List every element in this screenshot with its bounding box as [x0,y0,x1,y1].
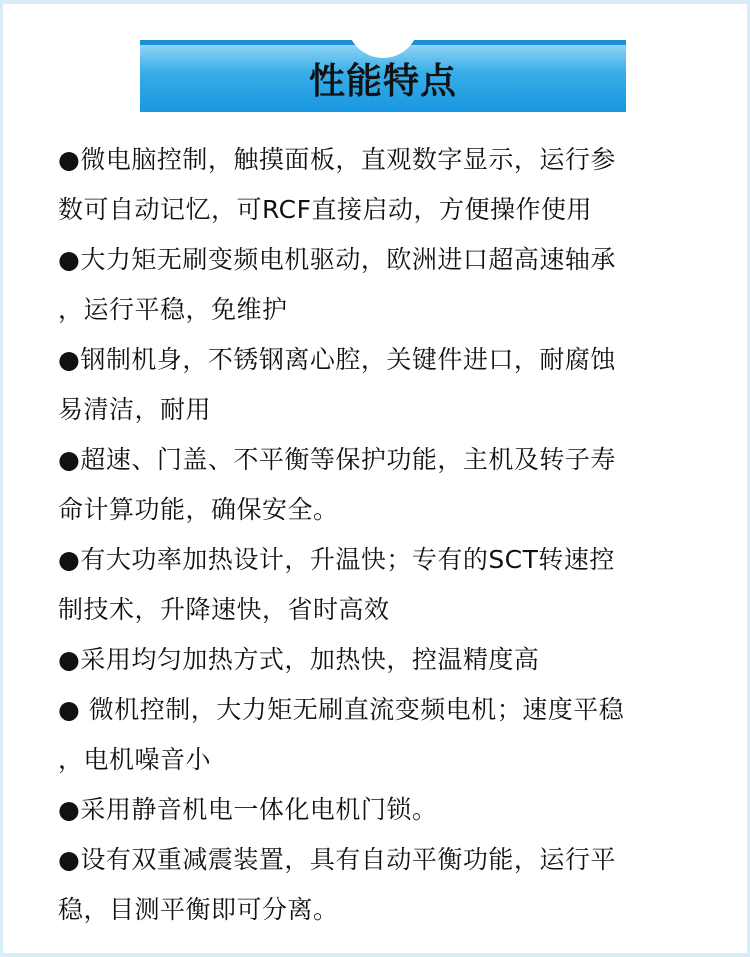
feature-line: ●超速、门盖、不平衡等保护功能，主机及转子寿 [58,445,616,474]
feature-list [58,135,708,935]
feature-line: ●有大功率加热设计，升温快；专有的SCT转速控 [58,545,615,574]
feature-line: ●微电脑控制，触摸面板，直观数字显示，运行参 [58,145,616,174]
feature-line: 数可自动记忆，可RCF直接启动，方便操作使用 [58,195,592,224]
feature-item [58,435,708,535]
feature-item [58,335,708,435]
feature-line: ●钢制机身，不锈钢离心腔，关键件进口，耐腐蚀 [58,345,616,374]
feature-item [58,685,708,785]
feature-line: 易清洁，耐用 [58,395,212,424]
feature-line: ● 微机控制，大力矩无刷直流变频电机；速度平稳 [58,695,625,724]
feature-line: ●设有双重减震装置，具有自动平衡功能，运行平 [58,845,616,874]
feature-line: 命计算功能，确保安全。 [58,495,339,524]
feature-line: ●采用静音机电一体化电机门锁。 [58,795,438,824]
section-title: 性能特点 [308,61,457,102]
feature-item [58,235,708,335]
feature-item [58,835,708,935]
feature-line: ●大力矩无刷变频电机驱动，欧洲进口超高速轴承 [58,245,616,274]
feature-item [58,785,708,835]
feature-line: ，运行平稳，免维护 [58,295,288,324]
feature-line: ，电机噪音小 [58,745,212,774]
section-header-banner [140,40,626,112]
feature-line: ●采用均匀加热方式，加热快，控温精度高 [58,645,540,674]
header-notch-decoration [347,14,419,58]
feature-item [58,635,708,685]
feature-item [58,135,708,235]
feature-item [58,535,708,635]
feature-line: 制技术，升降速快，省时高效 [58,595,390,624]
feature-line: 稳，目测平衡即可分离。 [58,895,339,924]
